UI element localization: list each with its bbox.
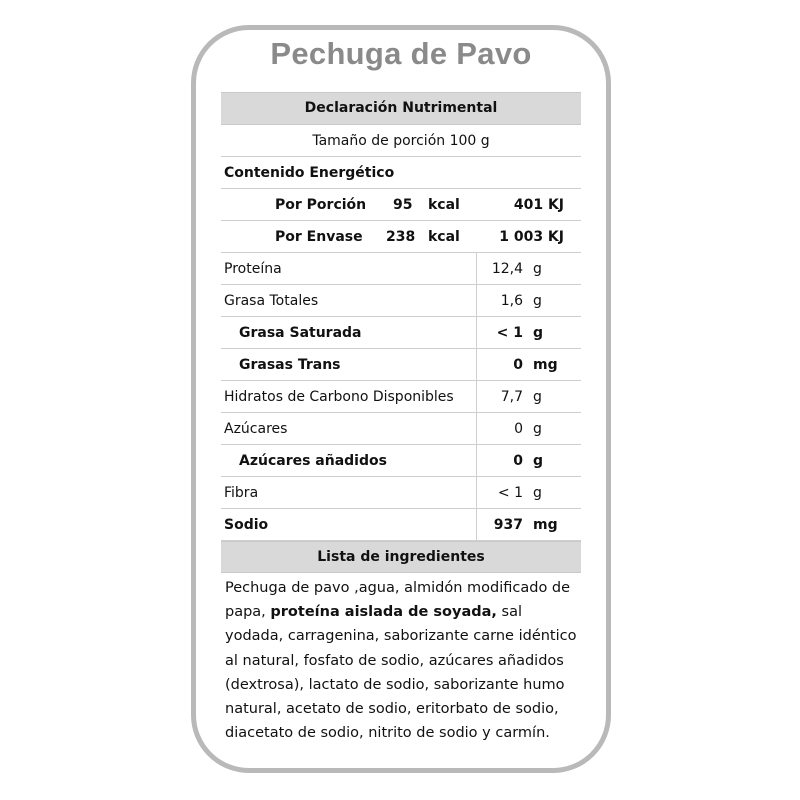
energy-kcal-unit: kcal — [428, 197, 460, 213]
nutrient-unit: g — [533, 325, 544, 341]
nutrition-declaration-header: Declaración Nutrimental — [221, 92, 581, 125]
nutrient-row — [221, 253, 581, 285]
nutrient-name: Grasa Totales — [221, 285, 477, 316]
nutrient-name: Azúcares — [221, 413, 477, 444]
ingredients-header: Lista de ingredientes — [221, 541, 581, 573]
nutrient-unit: mg — [533, 357, 558, 373]
nutrient-name: Grasa Saturada — [221, 317, 477, 348]
ingredients-text — [221, 573, 581, 745]
product-title: Pechuga de Pavo — [270, 36, 532, 71]
energy-kj-value: 1 003 KJ — [499, 229, 564, 245]
nutrient-row — [221, 349, 581, 381]
nutrient-row — [221, 285, 581, 317]
nutrient-value: < 1 — [497, 485, 523, 501]
nutrient-unit: g — [533, 453, 544, 469]
ingredients-part: sal yodada, carragenina, saborizante carne idéntico al natural, fosfato de sodio, azúcares añadidos (dextrosa), lactato de sodio, saborizante humo natural, acetato de sodio, eritorbato de sodio, diacetato de sodio, nitrito de sodio y carmín. — [225, 604, 577, 742]
energy-heading: Contenido Energético — [221, 157, 581, 189]
nutrition-panel — [221, 92, 581, 745]
nutrient-name: Hidratos de Carbono Disponibles — [221, 381, 477, 412]
nutrient-value: 7,7 — [500, 389, 523, 405]
energy-row-package — [221, 221, 581, 253]
nutrient-value: 1,6 — [500, 293, 523, 309]
nutrient-row — [221, 445, 581, 477]
nutrient-unit: g — [533, 389, 542, 405]
nutrient-unit: g — [533, 485, 542, 501]
nutrient-name: Azúcares añadidos — [221, 445, 477, 476]
nutrient-row — [221, 413, 581, 445]
ingredients-highlight: proteína aislada de soyada, — [270, 604, 497, 621]
nutrient-row — [221, 317, 581, 349]
nutrient-row — [221, 509, 581, 541]
nutrient-unit: g — [533, 421, 542, 437]
nutrient-value: 12,4 — [491, 261, 523, 277]
nutrient-value: 0 — [513, 453, 523, 469]
nutrient-table — [221, 253, 581, 541]
energy-row-portion — [221, 189, 581, 221]
nutrient-name: Proteína — [221, 253, 477, 284]
nutrient-name: Sodio — [221, 509, 477, 540]
energy-label: Por Envase — [275, 229, 363, 245]
nutrient-row — [221, 381, 581, 413]
serving-size: Tamaño de porción 100 g — [221, 125, 581, 157]
energy-kcal-value: 95 — [393, 197, 413, 213]
nutrient-unit: mg — [533, 517, 558, 533]
nutrient-name: Fibra — [221, 477, 477, 508]
energy-kcal-unit: kcal — [428, 229, 460, 245]
nutrient-value: < 1 — [496, 325, 523, 341]
nutrient-value: 937 — [493, 517, 523, 533]
nutrient-value: 0 — [514, 421, 523, 437]
nutrient-row — [221, 477, 581, 509]
energy-label: Por Porción — [275, 197, 367, 213]
nutrient-unit: g — [533, 293, 542, 309]
energy-kcal-value: 238 — [386, 229, 416, 245]
nutrient-name: Grasas Trans — [221, 349, 477, 380]
nutrient-unit: g — [533, 261, 542, 277]
energy-kj-value: 401 KJ — [513, 197, 564, 213]
ingredients-part: Pechuga de pavo ,agua, almidón modificado de papa, — [225, 580, 571, 621]
nutrient-value: 0 — [513, 357, 523, 373]
